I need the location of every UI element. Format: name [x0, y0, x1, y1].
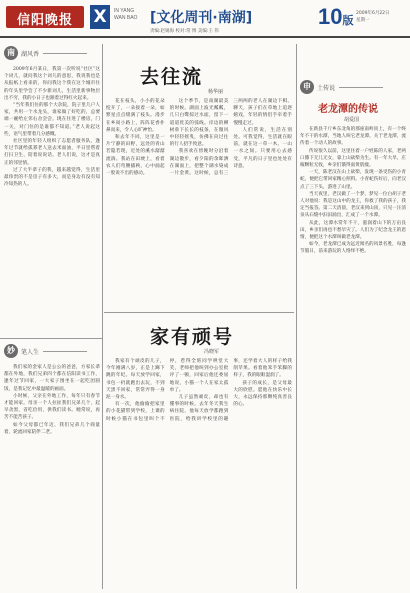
- section-divider: [104, 312, 294, 313]
- column-divider: [102, 44, 103, 589]
- masthead-logo: [6, 6, 84, 28]
- article-author: 杨华丽: [208, 89, 224, 95]
- masthead-text: 信阳晚报: [16, 13, 73, 28]
- article-body-center-top: 花在枝头，小小的花朵绽开了，一朵接着一朵，如繁星点点缀满了枝头。漫步在乡间小路上，阵阵花香扑鼻而来，令人心旷神怡。 和去年不同，这里是一片宁静的田野，远处的青山若隐若现，近处的溪水潺潺流淌。我站在田埂上，看着农人们弯腰插秧，心中涌起一股说不出的感动。 这个季节，是南湖最美的时候。湖面上波光粼粼，几只白鹭掠过水面，留下一道道优美的弧线。岸边的柳树垂下长长的枝条，在微风中轻轻摇曳，仿佛在向过往的行人招手致意。 我喜欢在傍晚时分沿着湖边散步，看夕阳的余晖洒在湖面上，把整个湖水染成一片金黄。这时候，总有三三两两的老人在湖边下棋、聊天，孩子们在草地上追逐嬉戏，年轻的情侣手牵着手慢慢走过。 人们常说，生活在别处。可我觉得，生活就在眼前，就在这一草一木、一山一水之间。只要用心去感受，平凡的日子里也处处有诗意。: [106, 99, 292, 177]
- column-badge: 申: [300, 80, 314, 94]
- column-divider: [296, 44, 297, 589]
- editor-credits: 责编:赵锡海 校对:常 博 美编:王 伟: [150, 29, 219, 34]
- section-title: [文化周刊·南湖]: [150, 10, 253, 26]
- article-body-left-bottom: 我们家的金家人是公公的爸爸，方家长辈都在外地，我们兄弟四个都在信阳读书工作，逢年过节回家，一大家子围坐在一起吃团圆饭，是我记忆中最温暖的画面。 小时候，父亲在外地工作，每年只有春节才能回家。母亲一个人拉扯我们兄弟几个，起早贪黑，省吃俭用，供我们读书。她常说，再苦不能苦孩子。 如今父母都已年迈，我们兄弟几个商量着，轮流回家陪伴二老。: [4, 365, 100, 435]
- column-label-right: 申 土传说: [300, 80, 383, 94]
- article-author: 胡爱国: [344, 117, 360, 123]
- column-label-left-top: 南 湖风香: [4, 46, 87, 60]
- article-body-center-bottom: 我家有个顽皮的儿子，今年刚满八岁，正是上蹿下跳的年纪。每天放学回家，书包一扔就跑出去玩，不到天黑不回家，常常弄得一身泥一身水。 有一次，他偷偷把家里的小花猫带到学校，上课的时候小猫在书包里叫个不停，惹得全班同学哄堂大笑，老师把他叫到办公室批评了一顿，回家后他还委屈地说，小猫一个人在家太孤单了。 儿子虽然顽皮，却也有懂事的时候。去年冬天我生病住院，他每天放学都跑到医院，给我讲学校里的趣事，还学着大人的样子给我削苹果。看着他笨手笨脚的样子，我的眼眶湿润了。 孩子的成长，是父母最大的欣慰。愿他在快乐中长大，永远保持那颗纯真善良的心。: [106, 359, 292, 422]
- masthead-pinyin: IN YANG WAN BAO: [114, 8, 138, 21]
- article-body-right: 在新县千斤乡东北角的那座南岭顶上，有一个终年不干的水潭，当地人叫它老龙潭。关于老龙潭，流传着一个动人的故事。 传说很久以前，这里住着一户姓陈的人家，老两口膝下无儿无女，靠上山砍柴为生。有一年大旱，庄稼颗粒无收，乡亲们饿得面黄肌瘦。 一天，陈老汉在山上砍柴，发现一条受伤的小青蛇，便把它带回家精心照料。小青蛇伤好后，向老汉点了三下头，游进了山里。 当天夜里，老汉做了一个梦，梦见一位白胡子老人对他说：我是这山中的龙王，你救了我的孩子，我定当报答。第二天清晨，老汉来到山顶，只见一汪清泉从石缝中汩汩涌出，汇成了一个水潭。 从此，这潭水常年不干，滋润着山下的万亩良田，乡亲们再也不愁旱灾了。人们为了纪念龙王的恩情，便把这个水潭叫做老龙潭。 如今，老龙潭已成为远近闻名的风景名胜，每逢节假日，前来游玩的人络绎不绝。: [300, 127, 406, 255]
- column-label-left-bottom: 妙 笔人生: [4, 344, 87, 358]
- x-logo-mark: X: [90, 5, 110, 29]
- article-body-left-top: 2009年6月某日，我第一次听说“社区”这个词儿，就问我这个词儿的意思，我说我也是从报纸上看来的，你问我这个我在这个城市住的年头里学会了不少新词儿，生活里新事物层出不穷，我的小日子也跟着过得红火起来。 “当年我们住的那个大杂院，院子里几户人家，共用一个水龙头，谁家做了好吃的，总要端一碗给左邻右舍尝尝。现在住进了楼房，门一关，对门住的是谁都不知道。”老人说起这些，语气里带着几分感慨。 社区里的年轻人组织了志愿者服务队，逢年过节就给孤寡老人送去米面油，平日里帮着打扫卫生、陪着说说话。老人们说，这才是真正的邻里情。 过了大半辈子的我，越来越觉得，生活里最珍贵的不是房子有多大，而是身边有没有知冷知热的人。: [4, 67, 100, 188]
- article-author: 冯晓军: [204, 349, 220, 355]
- article-title-center-bottom: 家有顽号: [150, 326, 235, 348]
- page-header: [0, 0, 410, 38]
- article-title-right: 老龙潭的传说: [318, 104, 378, 115]
- section-divider: [0, 338, 102, 339]
- issue-date: 2009年6月22日 星期一: [356, 11, 390, 23]
- page-number: 10版: [318, 4, 354, 29]
- column-badge: 妙: [4, 344, 18, 358]
- column-badge: 南: [4, 46, 18, 60]
- article-title-center-top: 去往流: [140, 66, 204, 88]
